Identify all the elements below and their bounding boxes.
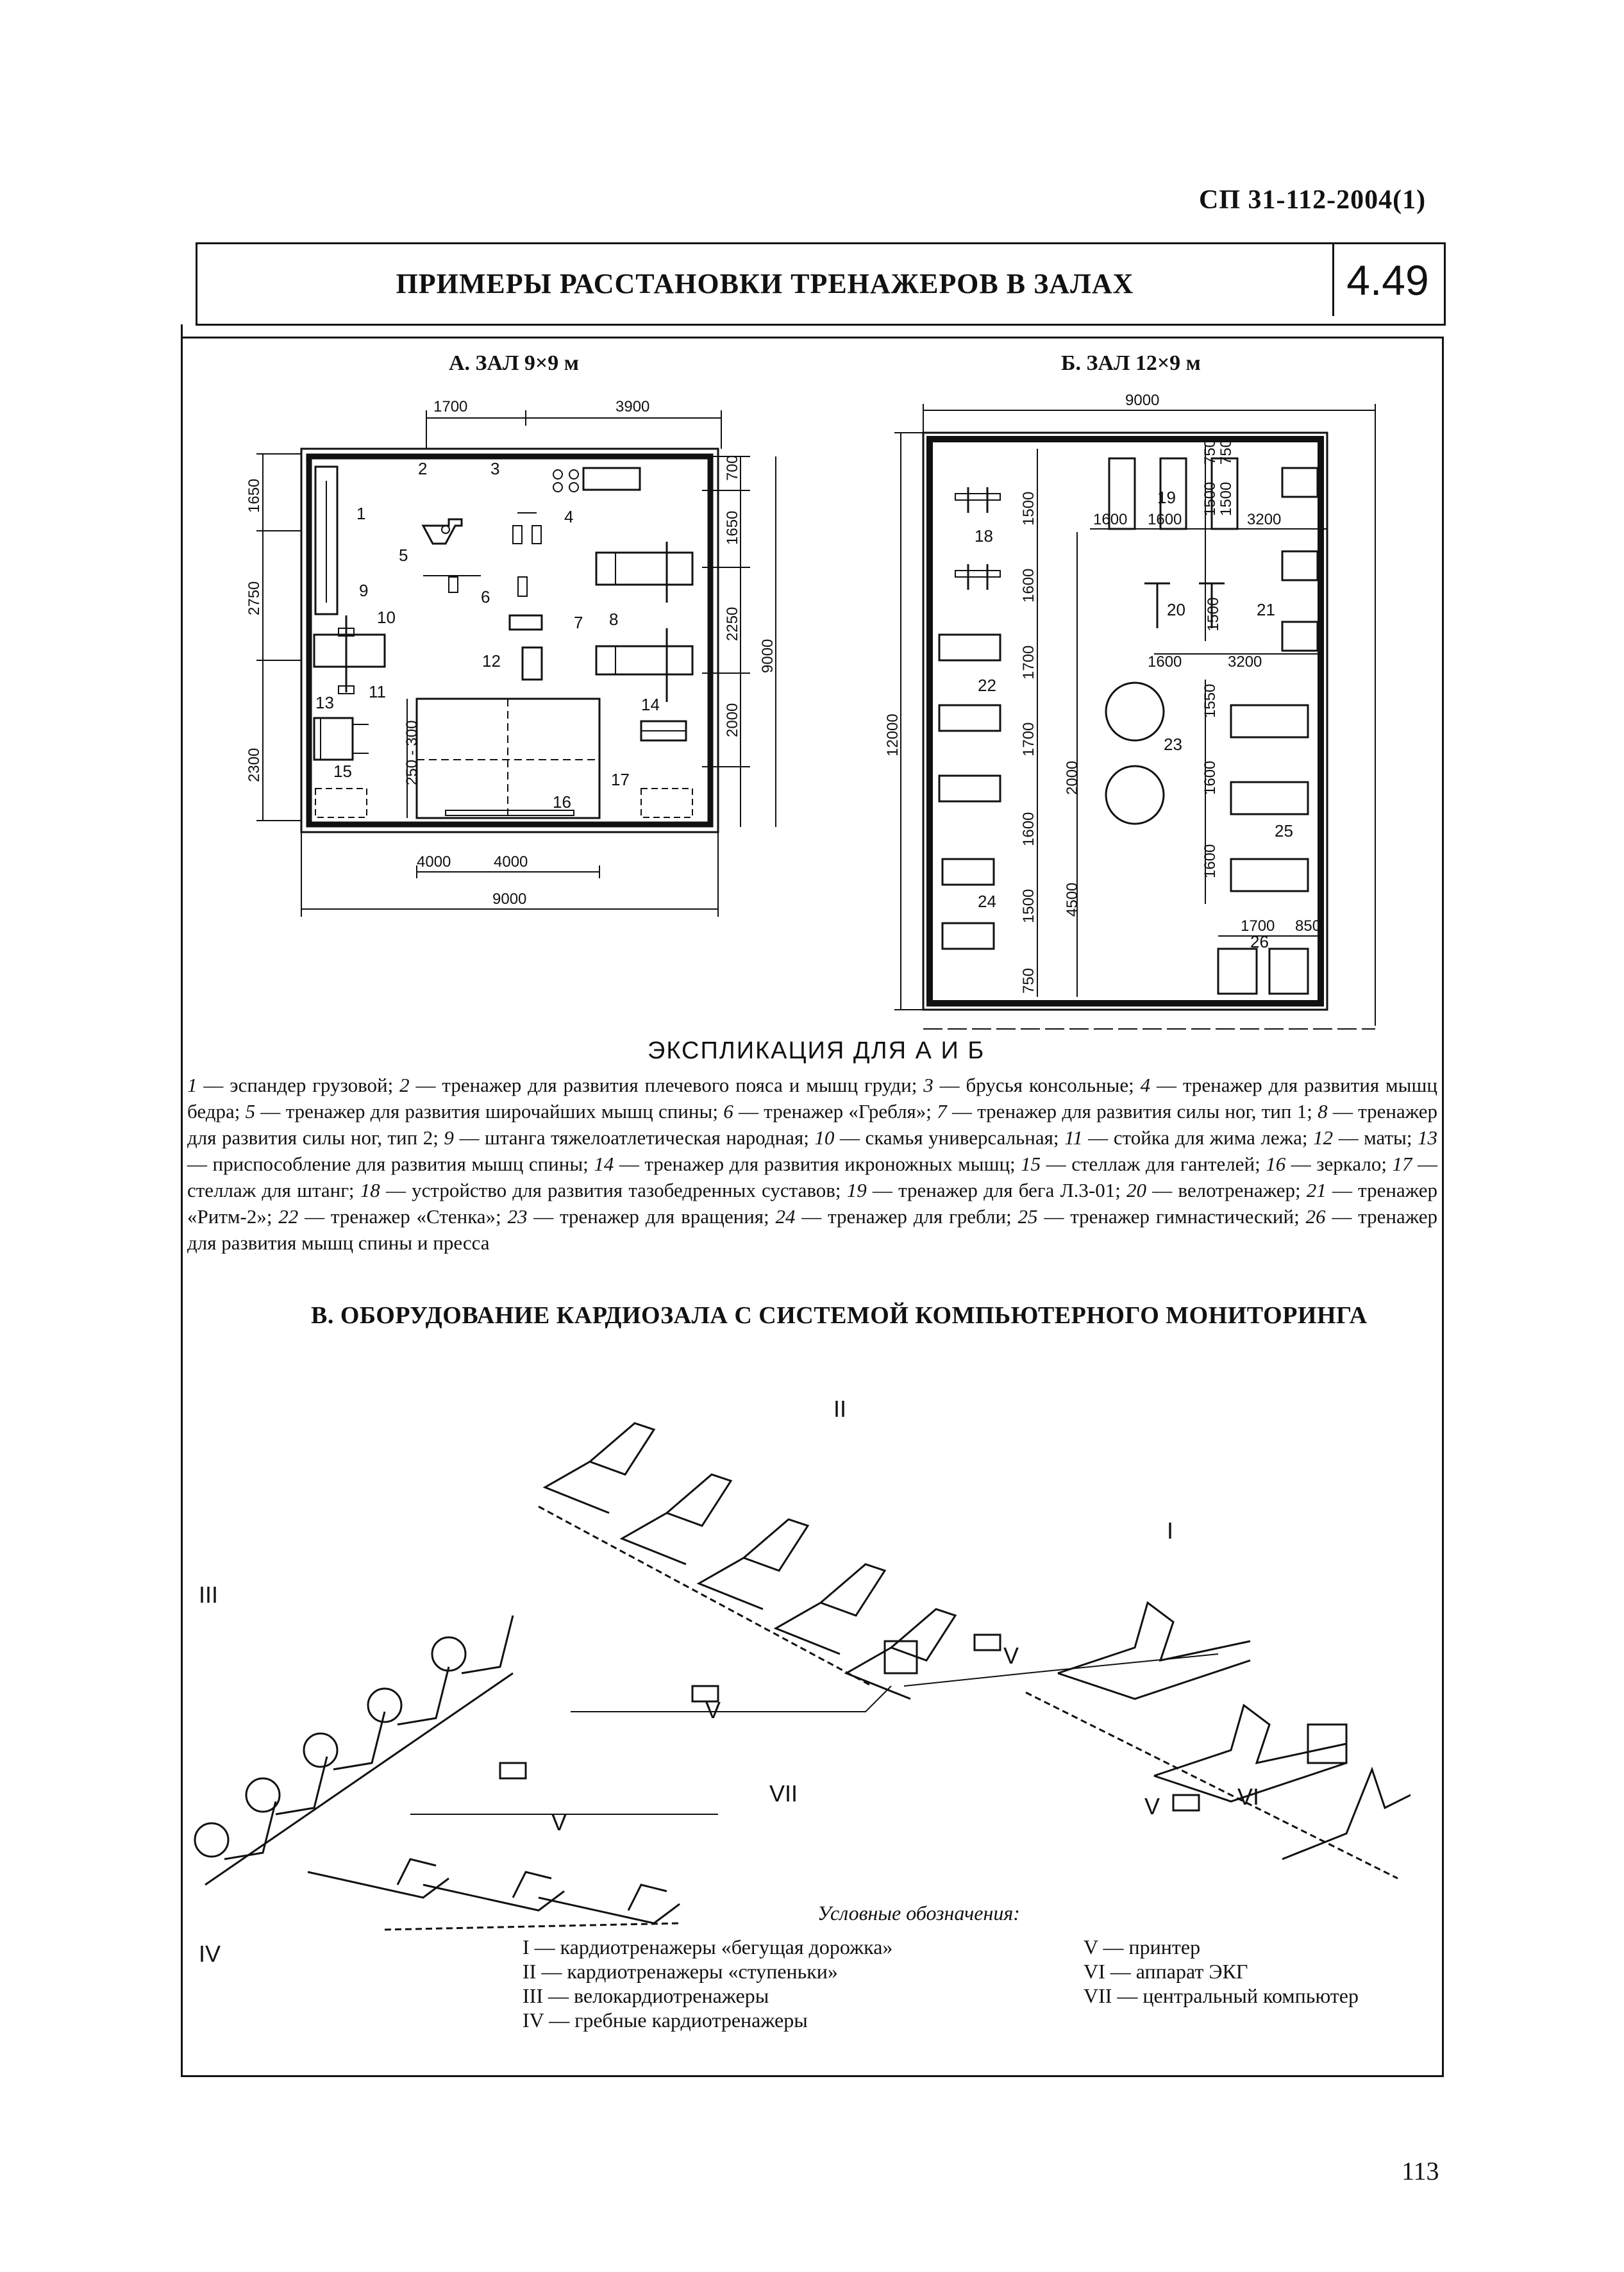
page-number: 113: [1402, 2157, 1439, 2185]
plan-b-dim: 1600: [1093, 511, 1128, 528]
plan-a-dim: 3900: [615, 398, 650, 415]
legend-left: [523, 1935, 892, 2032]
plan-a-dim: 1650: [246, 478, 263, 513]
rower-group: [308, 1859, 680, 1930]
legend-item: IV — гребные кардиотренажеры: [523, 2009, 808, 2032]
group-label: IV: [199, 1941, 221, 1967]
legend-right: [1084, 1935, 1359, 2008]
plan-b-dim: 1700: [1020, 722, 1037, 756]
explication-item: 19 — тренажер для бега Л.3-01;: [846, 1179, 1126, 1201]
plan-a-label: 6: [481, 587, 490, 606]
plan-a-label: 15: [333, 762, 352, 781]
explication-item: 15 — стеллаж для гантелей;: [1021, 1153, 1266, 1175]
plan-a-label: 4: [564, 507, 574, 526]
explication-item: 25 — тренажер гимнастический;: [1017, 1205, 1306, 1228]
plan-b-dim: 12000: [884, 714, 901, 756]
explication-item: 24 — тренажер для гребли;: [775, 1205, 1018, 1228]
explication-item: 6 — тренажер «Гребля»;: [723, 1100, 937, 1123]
group-label: V: [1003, 1642, 1019, 1669]
plan-b-dim: 3200: [1247, 511, 1282, 528]
plan-b-dim: 1500: [1218, 481, 1235, 516]
plan-b-label: 18: [975, 526, 993, 546]
plan-b-label: 19: [1157, 488, 1176, 507]
plan-a-label: 10: [377, 608, 396, 627]
group-label: VI: [1237, 1783, 1260, 1810]
plan-a-dim: 9000: [759, 639, 776, 673]
plan-a-dim: 700: [724, 455, 741, 481]
explication-item: 26 — тренажер для развития мышц спины и пресса: [187, 1205, 1437, 1254]
group-label: III: [199, 1582, 219, 1608]
plan-a-label: 14: [641, 695, 660, 714]
plan-a-label: 17: [611, 770, 630, 789]
plan-a-label: 1: [356, 504, 366, 523]
plan-a-label: 3: [490, 459, 500, 478]
bike-group: [195, 1616, 513, 1885]
plan-b-dim: 1700: [1241, 917, 1275, 935]
page-title: ПРИМЕРЫ РАССТАНОВКИ ТРЕНАЖЕРОВ В ЗАЛАХ: [396, 268, 1134, 299]
sheet-number: 4.49: [1332, 244, 1441, 316]
plan-b-label: 25: [1275, 821, 1293, 840]
plan-a-dim: 2750: [246, 581, 263, 615]
group-label: V: [551, 1809, 567, 1835]
plan-b-dim: 750: [1020, 967, 1037, 994]
treadmill-group: [1026, 1603, 1411, 1878]
plan-a-dim: 4000: [494, 853, 528, 871]
plan-b-dim: 1500: [1201, 481, 1219, 516]
plan-a-label: 11: [369, 682, 386, 701]
explication-item: 23 — тренажер для вращения;: [507, 1205, 776, 1228]
plan-b-dim: 1600: [1148, 653, 1182, 671]
title-block: [196, 242, 1446, 326]
plan-a-label: 7: [574, 613, 583, 632]
plan-b-dim: 1600: [1020, 812, 1037, 846]
plan-b-dim: 1500: [1020, 889, 1037, 923]
explication-item: 7 — тренажер для развития силы ног, тип 1;: [937, 1100, 1318, 1123]
explication-item: 11 — стойка для жима лежа;: [1064, 1126, 1314, 1149]
explication-item: 3 — брусья консольные;: [923, 1074, 1141, 1096]
plan-a-drawing: [231, 385, 808, 936]
legend-item: II — кардиотренажеры «ступеньки»: [523, 1960, 838, 1983]
legend-item: III — велокардиотренажеры: [523, 1984, 769, 2007]
plan-b-dim: 1600: [1020, 568, 1037, 603]
plan-b-dim: 2000: [1064, 760, 1081, 795]
legend-item: VII — центральный компьютер: [1084, 1984, 1359, 2007]
explication-item: 12 — маты;: [1313, 1126, 1418, 1149]
plan-a-label: 5: [399, 546, 408, 565]
cardio-room-drawing: [192, 1353, 1411, 1994]
legend-item: V — принтер: [1084, 1935, 1201, 1959]
legend-item: VI — аппарат ЭКГ: [1084, 1960, 1248, 1983]
plan-b-title: Б. ЗАЛ 12×9 м: [1061, 351, 1201, 375]
plan-b-dim: 1700: [1020, 645, 1037, 680]
plan-a-label: 13: [315, 693, 334, 712]
plan-b-dim: 1550: [1201, 683, 1219, 718]
plan-b-label: 21: [1257, 600, 1275, 619]
plan-a-dim: 2000: [724, 703, 741, 737]
plan-a-dim: 4000: [417, 853, 451, 871]
explication-item: 2 — тренажер для развития плечевого пояса и мышц груди;: [399, 1074, 924, 1096]
plan-a-label: 9: [359, 581, 369, 600]
explication-heading: ЭКСПЛИКАЦИЯ ДЛЯ А И Б: [648, 1037, 985, 1064]
explication-text: [187, 1072, 1437, 1256]
group-label: I: [1167, 1517, 1174, 1544]
plan-a-label: 12: [482, 651, 501, 671]
plan-a-dim: 1650: [724, 510, 741, 545]
plan-b-dim: 3200: [1228, 653, 1262, 671]
explication-item: 16 — зеркало;: [1266, 1153, 1393, 1175]
group-label: V: [1144, 1793, 1160, 1819]
group-label: V: [705, 1697, 721, 1723]
explication-item: 8 — тренажер для развития силы ног, тип 2;: [187, 1100, 1438, 1149]
plan-b-label: 26: [1250, 932, 1269, 951]
plan-b-dim: 1500: [1020, 491, 1037, 526]
plan-b-dim: 9000: [1125, 392, 1160, 409]
plan-a-dim: 2300: [246, 748, 263, 782]
plan-a-dim: 9000: [492, 890, 527, 908]
plan-a-title: А. ЗАЛ 9×9 м: [449, 351, 579, 375]
plan-b-dim: 1500: [1205, 597, 1222, 631]
group-label: VII: [769, 1780, 798, 1807]
explication-item: 10 — скамья универсальная;: [814, 1126, 1065, 1149]
plan-b-label: 23: [1164, 735, 1182, 754]
plan-a-dim: 250 - 300: [403, 720, 421, 785]
legend-title: Условные обозначения:: [817, 1901, 1020, 1925]
plan-b-drawing: [846, 385, 1436, 1032]
plan-a-label: 16: [553, 792, 571, 812]
legend-item: I — кардиотренажеры «бегущая дорожка»: [523, 1935, 893, 1959]
explication-item: 18 — устройство для развития тазобедренных суставов;: [360, 1179, 847, 1201]
plan-b-label: 20: [1167, 600, 1185, 619]
explication-item: 22 — тренажер «Стенка»;: [278, 1205, 508, 1228]
plan-b-label: 22: [978, 676, 996, 695]
explication-item: 1 — эспандер грузовой;: [187, 1074, 400, 1096]
plan-a-dim: 2250: [724, 606, 741, 641]
plan-b-dim: 750: [1218, 439, 1235, 465]
document-code: СП 31-112-2004(1): [1199, 185, 1427, 215]
explication-item: 20 — велотренажер;: [1126, 1179, 1307, 1201]
plan-b-dim: 4500: [1064, 882, 1081, 917]
explication-item: 14 — тренажер для развития икроножных мышц;: [594, 1153, 1021, 1175]
section-b-title: В. ОБОРУДОВАНИЕ КАРДИОЗАЛА С СИСТЕМОЙ КОМПЬЮТЕРНОГО МОНИТОРИНГА: [311, 1302, 1368, 1329]
explication-item: 4 — тренажер для развития мышц бедра;: [187, 1074, 1437, 1123]
explication-item: 21 — тренажер «Ритм-2»;: [187, 1179, 1437, 1228]
plan-b-dim: 850: [1295, 917, 1321, 935]
plan-a-label: 8: [609, 610, 619, 629]
explication-item: 5 — тренажер для развития широчайших мышц спины;: [245, 1100, 724, 1123]
plan-a-label: 2: [418, 459, 428, 478]
group-label: II: [833, 1396, 847, 1422]
plan-b-dim: 1600: [1201, 844, 1219, 878]
explication-item: 13 — приспособление для развития мышц спины;: [187, 1126, 1437, 1175]
plan-b-label: 24: [978, 892, 996, 911]
stepper-group: [539, 1423, 955, 1699]
plan-a-dim: 1700: [433, 398, 468, 415]
plan-b-dim: 1600: [1201, 760, 1219, 795]
plan-b-dim: 1600: [1148, 511, 1182, 528]
explication-item: 9 — штанга тяжелоатлетическая народная;: [444, 1126, 815, 1149]
explication-item: 17 — стеллаж для штанг;: [187, 1153, 1437, 1201]
plan-b-dim: 750: [1201, 439, 1219, 465]
